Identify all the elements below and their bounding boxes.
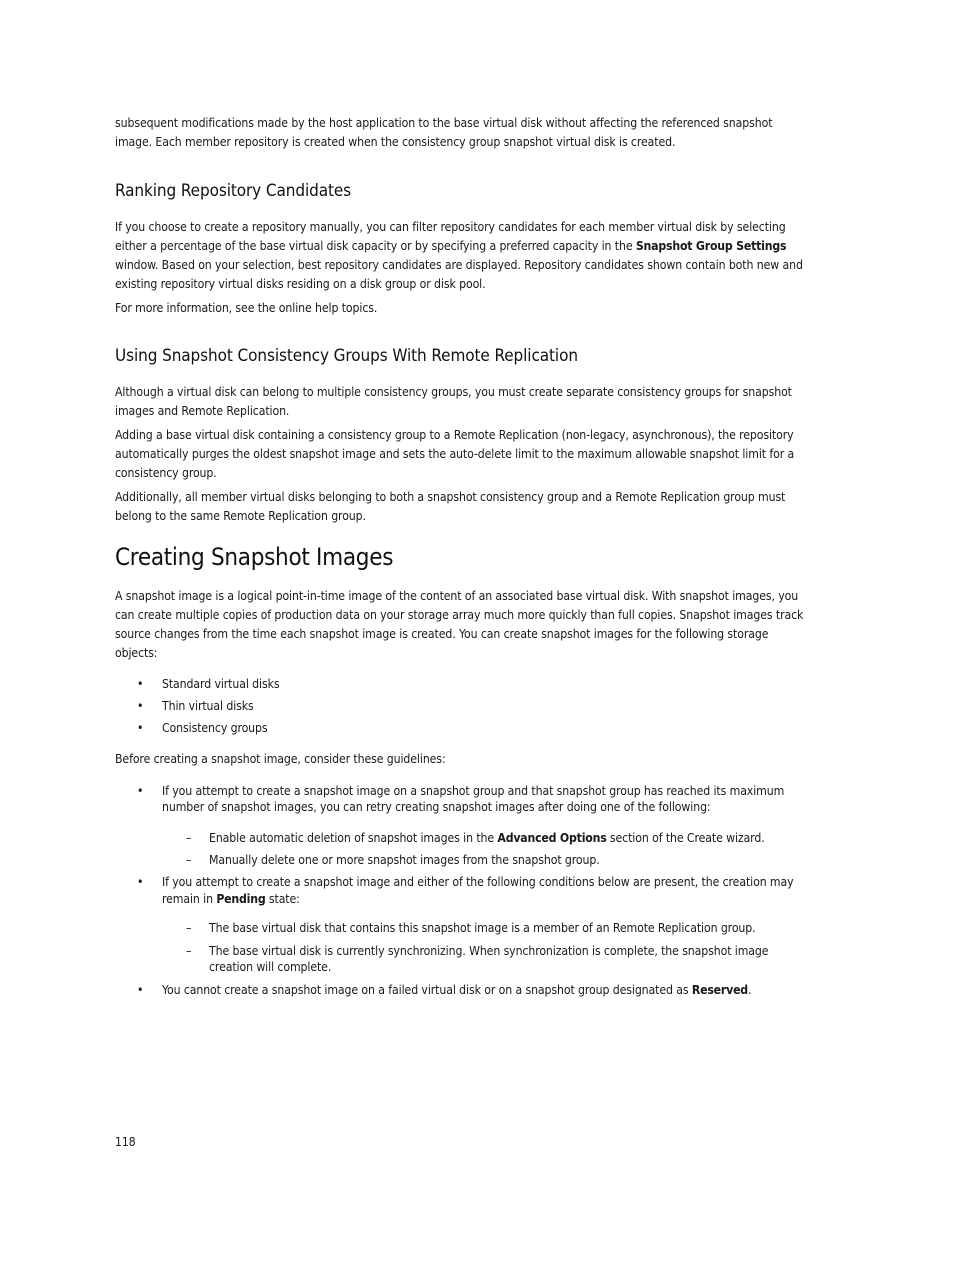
ranking-text-b: window. Based on your selection, best repository candidates are displayed. Repository candidates shown contain both new and existing repository virtual disks residing on a disk group or disk pool.: [115, 258, 803, 291]
guideline-item: • If you attempt to create a snapshot image on a snapshot group and that snapshot group has reached its maximum number of snapshot images, you can retry creating snapshot images after doing one of the following:: [115, 783, 810, 816]
ranking-text-a: If you choose to create a repository manually, you can filter repository candidates for each member virtual disk by selecting either a percentage of the base virtual disk capacity or by specifying a preferred capacity in the: [115, 220, 786, 253]
guideline-item: [115, 874, 810, 907]
page-content: [115, 114, 810, 998]
guideline-ui-term: Pending: [216, 891, 266, 906]
creating-paragraph-2: Before creating a snapshot image, consider these guidelines:: [115, 751, 446, 766]
guideline-text-a: If you attempt to create a snapshot image and either of the following conditions below are present, the creation may remain in: [162, 875, 794, 906]
guideline-subitem: – The base virtual disk that contains this snapshot image is a member of an Remote Replication group.: [115, 920, 810, 937]
guideline-ui-term: Reserved: [691, 982, 748, 997]
list-item: • Thin virtual disks: [115, 698, 810, 715]
list-item: • Standard virtual disks: [115, 676, 810, 693]
page-number: 118: [115, 1135, 136, 1149]
chapter-heading-creating: Creating Snapshot Images: [115, 543, 394, 571]
guideline-text-b: .: [747, 982, 752, 997]
guideline-subitem: – The base virtual disk is currently synchronizing. When synchronization is complete, the snapshot image creation will complete.: [115, 943, 810, 976]
subitem-text-a: Enable automatic deletion of snapshot images in the: [209, 830, 498, 845]
creating-paragraph-1: A snapshot image is a logical point-in-time image of the content of an associated base virtual disk. With snapshot images, you can create multiple copies of production data on your storage array much more quickly than full copies. Snapshot images track source changes from the time each snapshot image is created. You can create snapshot images for the following storage objects:: [115, 589, 804, 660]
section-heading-remote: Using Snapshot Consistency Groups With Remote Replication: [115, 346, 578, 366]
remote-paragraph-2: Adding a base virtual disk containing a consistency group to a Remote Replication (non-legacy, asynchronous), the repository automatically purges the oldest snapshot image and sets the auto-delete limit to the maximum allowable snapshot limit for a consistency group.: [115, 428, 795, 480]
storage-objects-list: [115, 676, 810, 737]
section-heading-ranking: Ranking Repository Candidates: [115, 181, 352, 201]
guidelines-list: [115, 783, 810, 999]
list-item: • Consistency groups: [115, 720, 810, 737]
guideline-text-b: state:: [265, 891, 300, 906]
subitem-text-b: section of the Create wizard.: [606, 830, 765, 845]
guideline-text-a: You cannot create a snapshot image on a failed virtual disk or on a snapshot group designated as: [162, 982, 692, 997]
ranking-ui-term: Snapshot Group Settings: [635, 239, 787, 253]
intro-paragraph: subsequent modifications made by the host application to the base virtual disk without affecting the referenced snapshot image. Each member repository is created when the consistency group snapshot virtual disk is created.: [115, 116, 773, 149]
guideline-subitem: [115, 830, 810, 847]
ranking-paragraph: [115, 218, 810, 294]
subitem-ui-term: Advanced Options: [497, 830, 607, 845]
guideline-subitem: – Manually delete one or more snapshot images from the snapshot group.: [115, 852, 810, 869]
guideline-item: [115, 982, 810, 999]
remote-paragraph-1: Although a virtual disk can belong to multiple consistency groups, you must create separate consistency groups for snapshot images and Remote Replication.: [115, 385, 792, 418]
ranking-help-paragraph: For more information, see the online help topics.: [115, 301, 378, 315]
remote-paragraph-3: Additionally, all member virtual disks belonging to both a snapshot consistency group and a Remote Replication group must belong to the same Remote Replication group.: [115, 490, 786, 523]
